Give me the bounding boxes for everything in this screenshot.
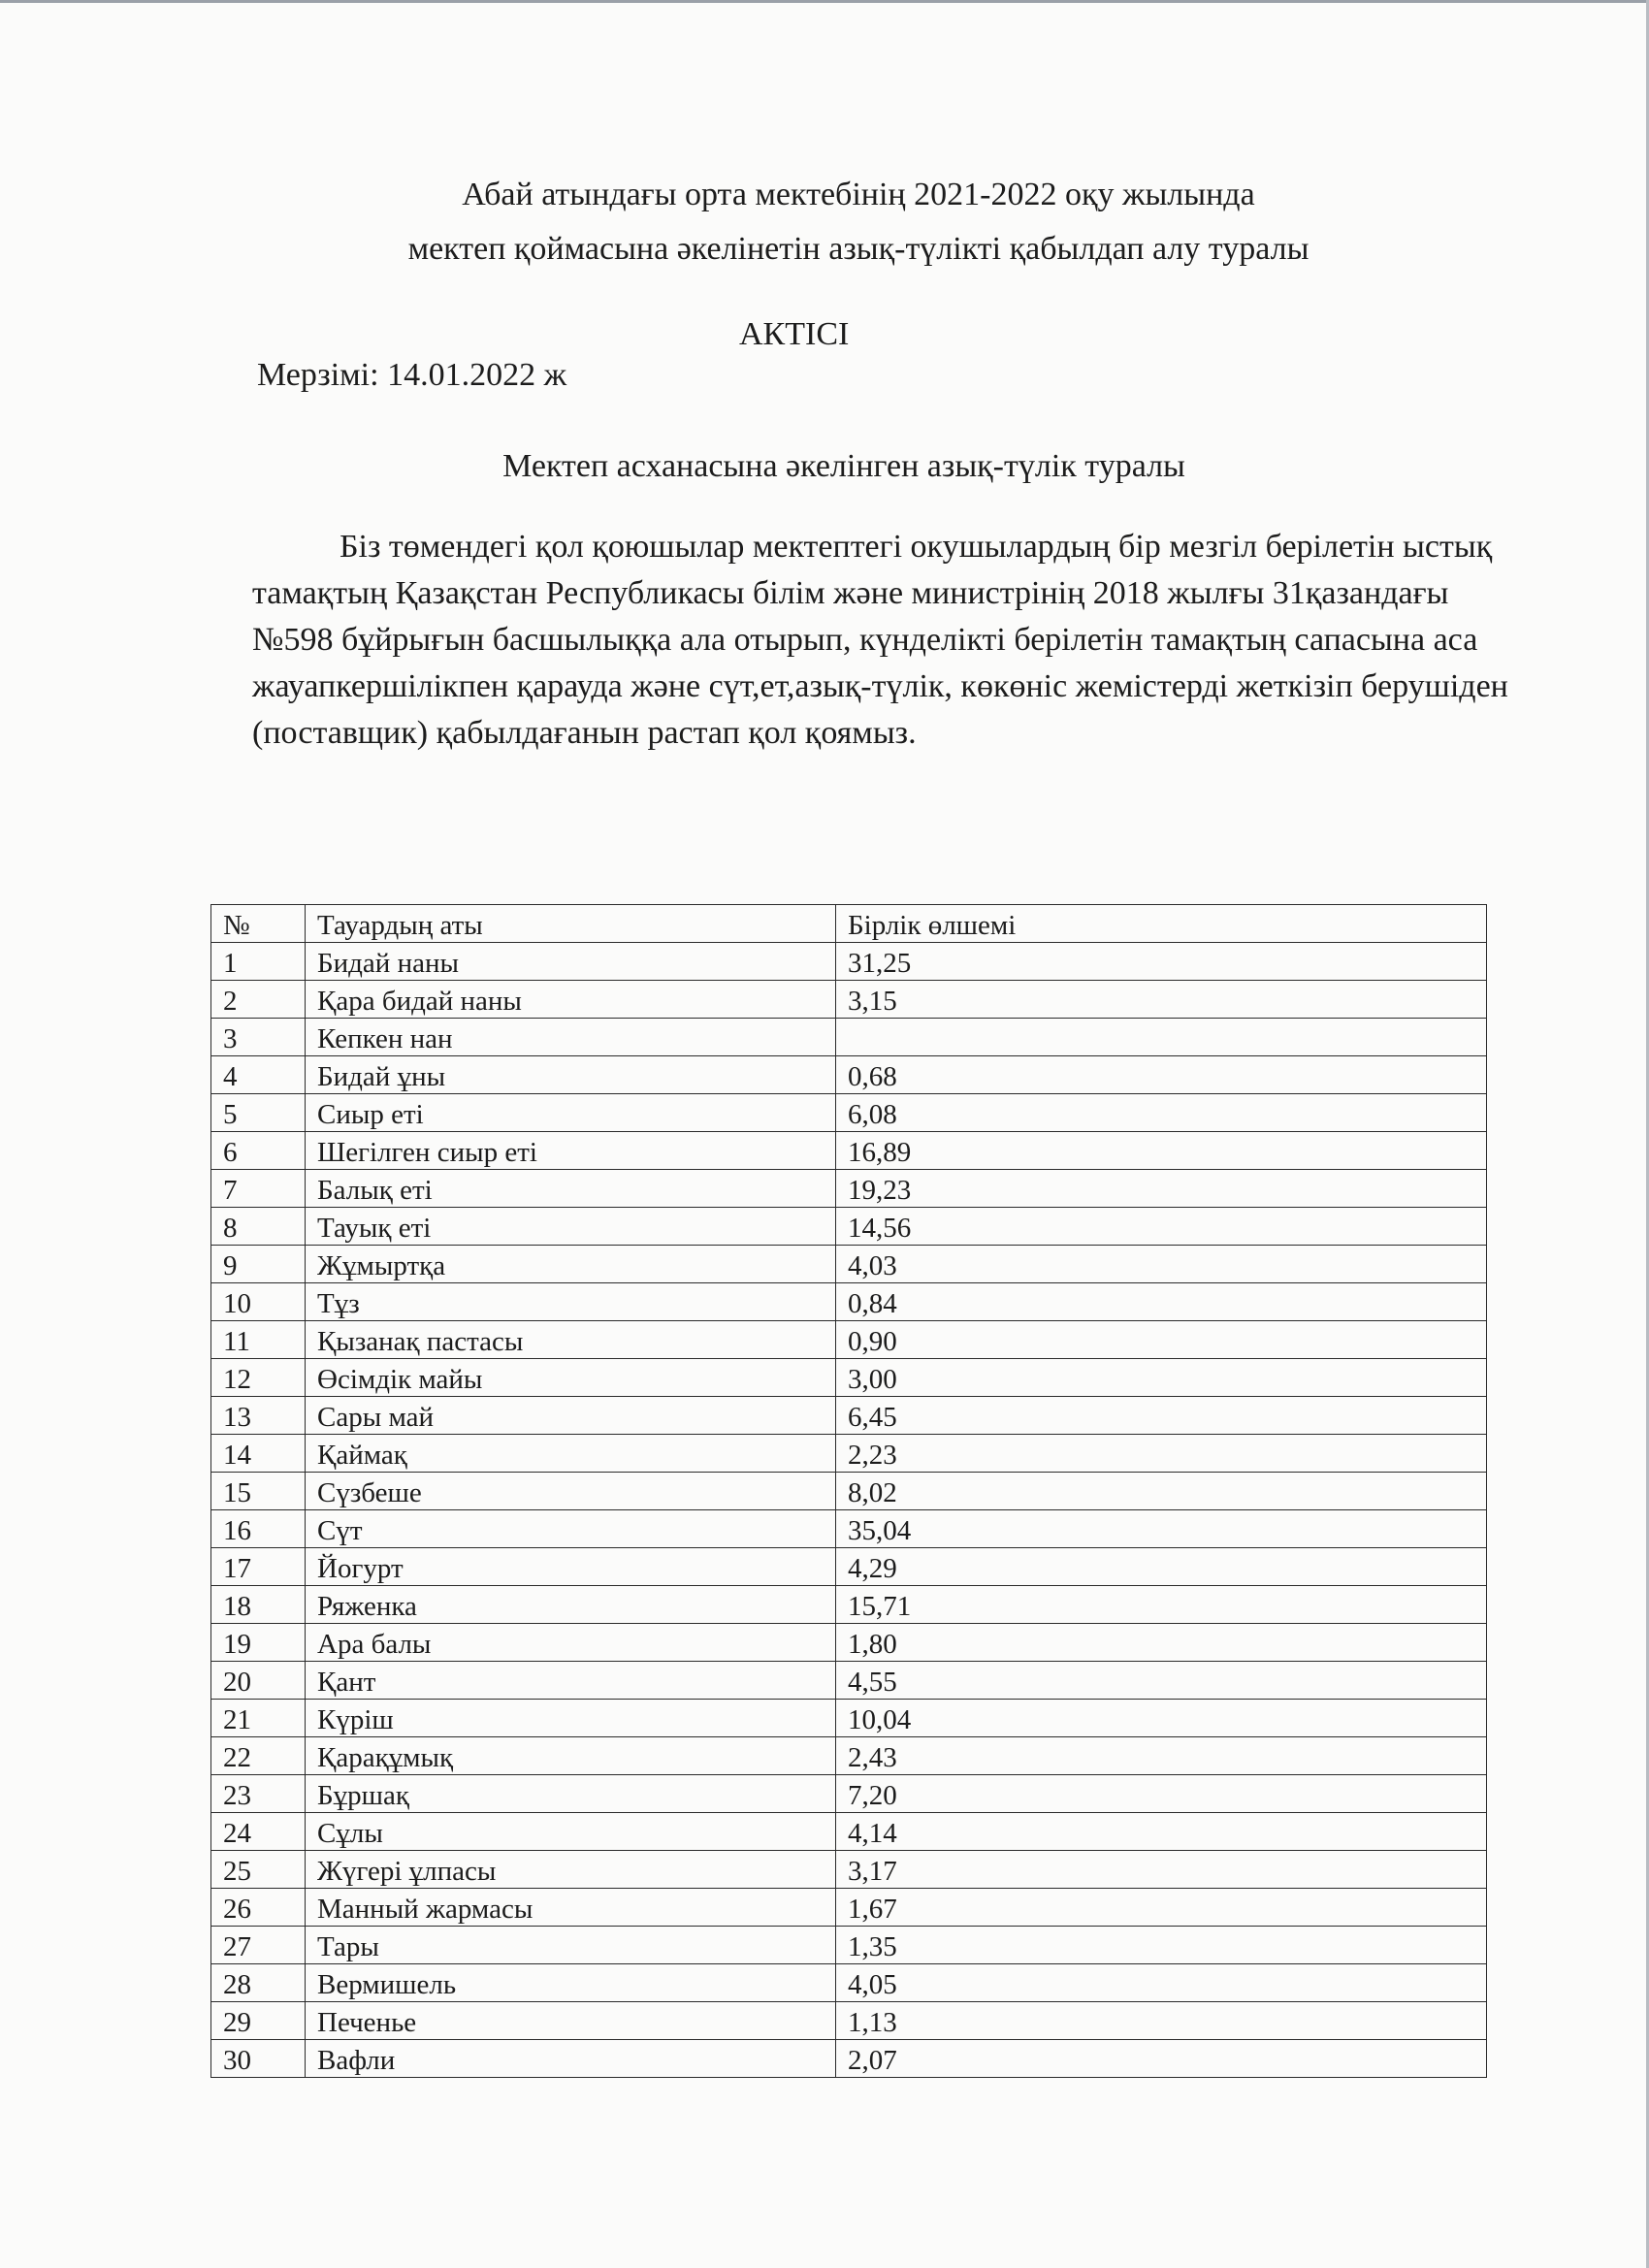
row-product-name: Сұлы (306, 1813, 836, 1851)
table-row (211, 1473, 1487, 1510)
row-unit-value (836, 1019, 1487, 1056)
row-unit-value: 4,29 (836, 1548, 1487, 1586)
row-product-name: Йогурт (306, 1548, 836, 1586)
row-number: 18 (211, 1586, 306, 1624)
header-unit-measure: Бірлік өлшемі (836, 905, 1487, 943)
row-unit-value: 2,23 (836, 1435, 1487, 1473)
header-number: № (211, 905, 306, 943)
row-number: 24 (211, 1813, 306, 1851)
row-product-name: Күріш (306, 1700, 836, 1737)
table-row (211, 2040, 1487, 2078)
row-number: 11 (211, 1321, 306, 1359)
table-row (211, 1586, 1487, 1624)
table-row (211, 943, 1487, 981)
table-row (211, 1851, 1487, 1889)
document-title-line2: мектеп қоймасына әкелінетін азық-түлікті қабылдап алу туралы (407, 231, 1310, 267)
row-number: 25 (211, 1851, 306, 1889)
table-row (211, 1359, 1487, 1397)
row-product-name: Балық еті (306, 1170, 836, 1208)
row-unit-value: 4,55 (836, 1662, 1487, 1700)
row-unit-value: 6,45 (836, 1397, 1487, 1435)
row-unit-value: 4,03 (836, 1246, 1487, 1283)
row-number: 13 (211, 1397, 306, 1435)
row-unit-value: 15,71 (836, 1586, 1487, 1624)
document-title-line1: Абай атындағы орта мектебінің 2021-2022 оқу жылында (462, 177, 1255, 212)
table-row (211, 1019, 1487, 1056)
scan-top-edge (0, 0, 1649, 3)
table-row (211, 1132, 1487, 1170)
row-number: 1 (211, 943, 306, 981)
table-row (211, 1283, 1487, 1321)
table-row (211, 1737, 1487, 1775)
table-row (211, 1700, 1487, 1737)
row-number: 8 (211, 1208, 306, 1246)
row-unit-value: 0,84 (836, 1283, 1487, 1321)
table-row (211, 1246, 1487, 1283)
row-product-name: Ряженка (306, 1586, 836, 1624)
row-number: 26 (211, 1889, 306, 1927)
row-unit-value: 4,05 (836, 1964, 1487, 2002)
row-number: 22 (211, 1737, 306, 1775)
row-product-name: Вафли (306, 2040, 836, 2078)
row-product-name: Қарақұмық (306, 1737, 836, 1775)
row-product-name: Сүзбеше (306, 1473, 836, 1510)
row-product-name: Тауық еті (306, 1208, 836, 1246)
table-row (211, 1321, 1487, 1359)
row-unit-value: 8,02 (836, 1473, 1487, 1510)
row-product-name: Манный жармасы (306, 1889, 836, 1927)
table-row (211, 1889, 1487, 1927)
row-number: 6 (211, 1132, 306, 1170)
statement-paragraph: Біз төмендегі қол қоюшылар мектептегі окушылардың бір мезгіл берілетін ыстық тамақтың Қазақстан Республикасы білім және министрінің 2018 жылғы 31қазандағы №598 бұйрығын басшылыққа ала отырып, күнделікті берілетін тамақтың сапасына аса жауапкершілікпен қарауда және сүт,ет,азық-түлік, көкөніс жемістерді жеткізіп берушіден (поставщик) қабылдағанын растап қол қоямыз. (252, 529, 1508, 751)
row-unit-value: 4,14 (836, 1813, 1487, 1851)
table-row (211, 1510, 1487, 1548)
table-row (211, 1208, 1487, 1246)
row-unit-value: 1,67 (836, 1889, 1487, 1927)
row-number: 21 (211, 1700, 306, 1737)
row-product-name: Қызанақ пастасы (306, 1321, 836, 1359)
row-unit-value: 3,15 (836, 981, 1487, 1019)
row-product-name: Қаймақ (306, 1435, 836, 1473)
row-unit-value: 10,04 (836, 1700, 1487, 1737)
row-number: 7 (211, 1170, 306, 1208)
row-unit-value: 31,25 (836, 943, 1487, 981)
products-table (210, 904, 1487, 2078)
row-unit-value: 1,35 (836, 1927, 1487, 1964)
row-number: 30 (211, 2040, 306, 2078)
row-number: 3 (211, 1019, 306, 1056)
row-product-name: Жүгері ұлпасы (306, 1851, 836, 1889)
table-row (211, 2002, 1487, 2040)
row-product-name: Өсімдік майы (306, 1359, 836, 1397)
row-product-name: Кепкен нан (306, 1019, 836, 1056)
table-row (211, 1662, 1487, 1700)
row-number: 10 (211, 1283, 306, 1321)
table-row (211, 1775, 1487, 1813)
row-product-name: Печенье (306, 2002, 836, 2040)
row-number: 19 (211, 1624, 306, 1662)
row-unit-value: 14,56 (836, 1208, 1487, 1246)
table-row (211, 1170, 1487, 1208)
row-unit-value: 3,00 (836, 1359, 1487, 1397)
row-product-name: Сары май (306, 1397, 836, 1435)
row-product-name: Сүт (306, 1510, 836, 1548)
table-row (211, 1056, 1487, 1094)
table-row (211, 1548, 1487, 1586)
table-row (211, 981, 1487, 1019)
row-product-name: Вермишель (306, 1964, 836, 2002)
row-unit-value: 35,04 (836, 1510, 1487, 1548)
row-product-name: Бидай наны (306, 943, 836, 981)
row-product-name: Бидай ұны (306, 1056, 836, 1094)
header-product-name: Тауардың аты (306, 905, 836, 943)
table-row (211, 1094, 1487, 1132)
row-unit-value: 0,90 (836, 1321, 1487, 1359)
table-row (211, 1435, 1487, 1473)
row-product-name: Шегілген сиыр еті (306, 1132, 836, 1170)
row-product-name: Ара балы (306, 1624, 836, 1662)
row-number: 14 (211, 1435, 306, 1473)
row-unit-value: 0,68 (836, 1056, 1487, 1094)
table-row (211, 1927, 1487, 1964)
row-number: 9 (211, 1246, 306, 1283)
row-unit-value: 16,89 (836, 1132, 1487, 1170)
row-unit-value: 2,07 (836, 2040, 1487, 2078)
row-product-name: Сиыр еті (306, 1094, 836, 1132)
section-subtitle: Мектеп асханасына әкелінген азық-түлік туралы (502, 448, 1185, 484)
row-product-name: Тары (306, 1927, 836, 1964)
row-number: 15 (211, 1473, 306, 1510)
row-unit-value: 1,80 (836, 1624, 1487, 1662)
row-number: 4 (211, 1056, 306, 1094)
row-number: 12 (211, 1359, 306, 1397)
row-unit-value: 3,17 (836, 1851, 1487, 1889)
row-product-name: Қант (306, 1662, 836, 1700)
table-row (211, 1813, 1487, 1851)
row-product-name: Бұршақ (306, 1775, 836, 1813)
table-row (211, 1624, 1487, 1662)
row-number: 23 (211, 1775, 306, 1813)
row-product-name: Қара бидай наны (306, 981, 836, 1019)
row-unit-value: 6,08 (836, 1094, 1487, 1132)
row-product-name: Жұмыртқа (306, 1246, 836, 1283)
row-number: 29 (211, 2002, 306, 2040)
table-header-row (211, 905, 1487, 943)
row-number: 5 (211, 1094, 306, 1132)
row-number: 27 (211, 1927, 306, 1964)
table-row (211, 1397, 1487, 1435)
row-number: 20 (211, 1662, 306, 1700)
row-product-name: Тұз (306, 1283, 836, 1321)
row-number: 2 (211, 981, 306, 1019)
act-heading: АКТІСІ (739, 316, 850, 352)
row-unit-value: 7,20 (836, 1775, 1487, 1813)
row-unit-value: 1,13 (836, 2002, 1487, 2040)
row-number: 17 (211, 1548, 306, 1586)
row-number: 28 (211, 1964, 306, 2002)
row-number: 16 (211, 1510, 306, 1548)
act-date: Мерзімі: 14.01.2022 ж (257, 357, 567, 393)
row-unit-value: 2,43 (836, 1737, 1487, 1775)
table-row (211, 1964, 1487, 2002)
row-unit-value: 19,23 (836, 1170, 1487, 1208)
